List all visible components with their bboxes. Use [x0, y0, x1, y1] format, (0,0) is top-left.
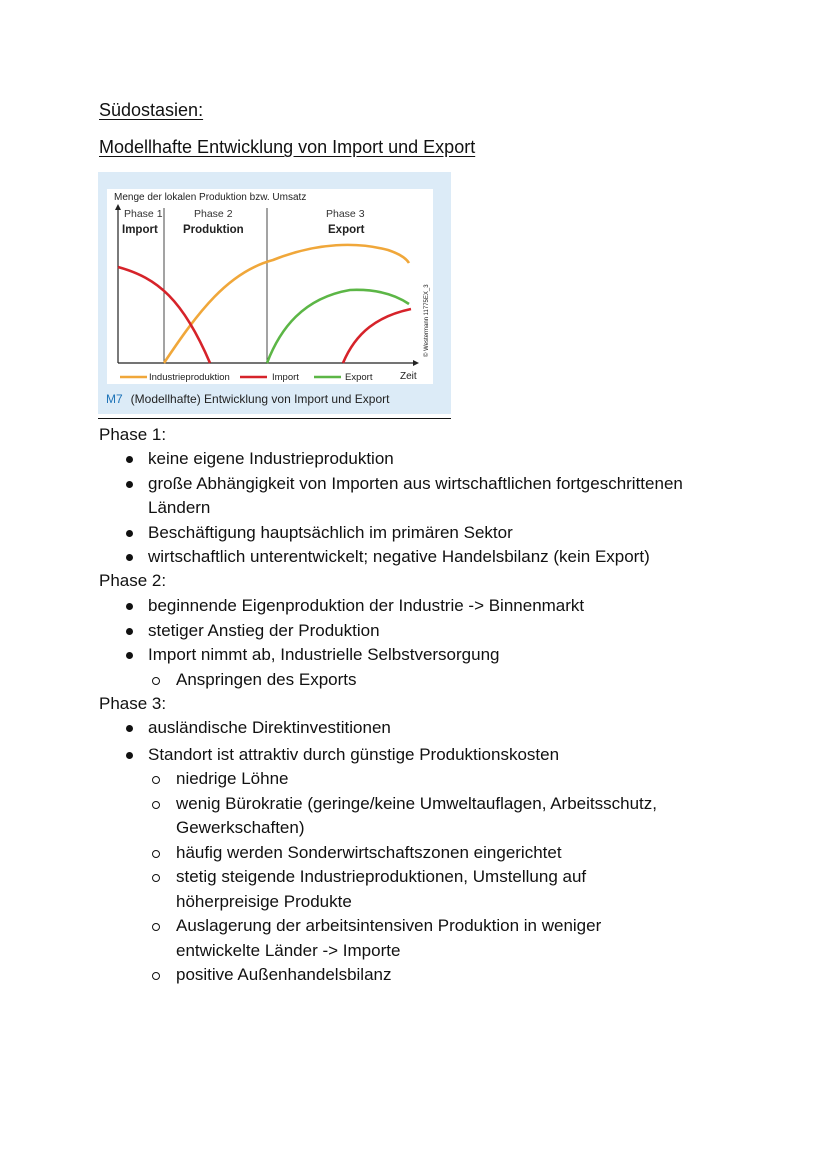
phase-1-label: Phase 1 [124, 208, 163, 220]
figure-m7 [98, 172, 451, 414]
caption-text: (Modellhafte) Entwicklung von Import und Export [130, 392, 390, 406]
list-item: Import nimmt ab, Industrielle Selbstversorgung [124, 643, 744, 668]
phase-3-label: Phase 3 [326, 208, 365, 220]
phase-2-list [124, 594, 744, 692]
phase-1-list [124, 447, 744, 570]
legend-label-industrieproduktion: Industrieproduktion [149, 372, 230, 383]
phase-3-heading: Phase 3: [99, 694, 167, 713]
list-item: Beschäftigung hauptsächlich im primären Sektor [124, 521, 744, 546]
sub-list-item: positive Außenhandelsbilanz [150, 963, 684, 988]
figure-caption [106, 392, 389, 406]
list-item: beginnende Eigenproduktion der Industrie -> Binnenmarkt [124, 594, 744, 619]
phase-1-heading: Phase 1: [99, 425, 167, 444]
phase-2-name: Produktion [183, 224, 244, 236]
list-item-nested-container [124, 668, 744, 693]
sub-list-item: Auslagerung der arbeitsintensiven Produktion in weniger entwickelte Länder -> Importe [150, 914, 684, 963]
sub-list-item: stetig steigende Industrieproduktionen, Umstellung auf höherpreisige Produkte [150, 865, 684, 914]
list-item: keine eigene Industrieproduktion [124, 447, 744, 472]
sub-list-item: wenig Bürokratie (geringe/keine Umweltauflagen, Arbeitsschutz, Gewerkschaften) [150, 792, 684, 841]
list-item: stetiger Anstieg der Produktion [124, 619, 744, 644]
phase-2-sublist [124, 668, 744, 693]
phase-2-label: Phase 2 [194, 208, 233, 220]
page-title: Südostasien: [99, 100, 204, 120]
phase-3-list [124, 716, 744, 988]
list-item: ausländische Direktinvestitionen [124, 716, 744, 741]
copyright-note: © Westermann 11775EX_3 [424, 284, 430, 357]
y-axis-label: Menge der lokalen Produktion bzw. Umsatz [114, 192, 307, 203]
list-item: große Abhängigkeit von Importen aus wirtschaftlichen fortgeschrittenen Ländern [124, 472, 744, 521]
sub-list-item: Anspringen des Exports [150, 668, 744, 693]
phase-3-name: Export [328, 224, 365, 236]
phase-1-name: Import [122, 224, 158, 236]
phase-3-sublist [124, 767, 684, 988]
list-item: Standort ist attraktiv durch günstige Produktionskosten [124, 743, 744, 768]
legend-label-import: Import [272, 372, 299, 383]
sub-list-item: häufig werden Sonderwirtschaftszonen eingerichtet [150, 841, 684, 866]
model-chart [98, 172, 451, 414]
caption-number: M7 [106, 392, 123, 406]
figure-divider [98, 418, 451, 419]
list-item: wirtschaftlich unterentwickelt; negative Handelsbilanz (kein Export) [124, 545, 744, 570]
legend-label-export: Export [345, 372, 373, 383]
page-subtitle: Modellhafte Entwicklung von Import und Export [99, 137, 476, 157]
phase-2-heading: Phase 2: [99, 571, 167, 590]
list-item-nested-container [124, 767, 744, 988]
x-axis-label: Zeit [400, 371, 417, 382]
sub-list-item: niedrige Löhne [150, 767, 684, 792]
